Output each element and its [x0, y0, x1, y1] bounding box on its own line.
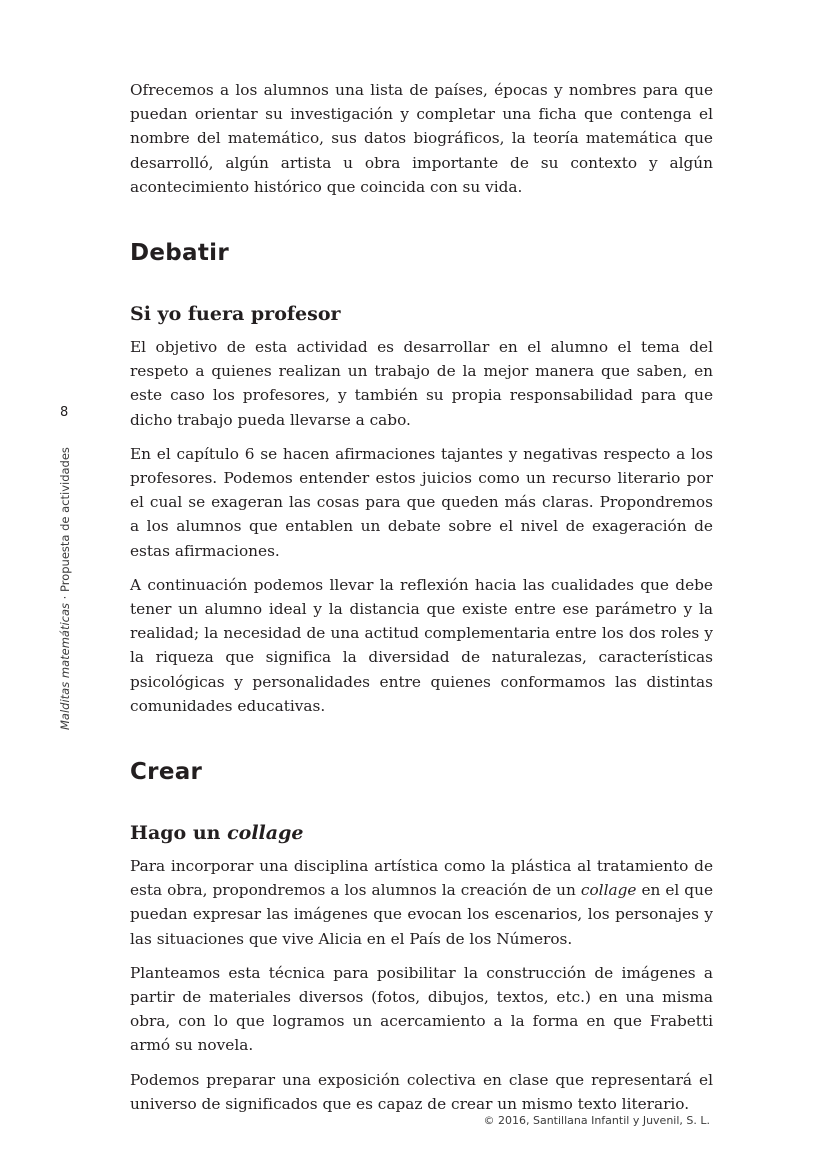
- crear-paragraph-2: Planteamos esta técnica para posibilitar la construcción de imágenes a partir de materiales diversos (fotos, dibujos, textos, etc.) en una misma obra, con lo que logramos un acercamiento a la forma en que Frabetti armó su novela.: [130, 963, 713, 1055]
- crear-paragraph-1: [130, 854, 713, 951]
- crear-p1-after: en el que puedan expresar las imágenes que evocan los escenarios, los personajes y las situaciones que vive Alicia en el País de los Números.: [130, 881, 714, 948]
- crear-p1-emphasis: collage: [580, 881, 637, 900]
- intro-paragraph: Ofrecemos a los alumnos una lista de países, épocas y nombres para que puedan orientar su investigación y completar una ficha que contenga el nombre del matemático, sus datos biográficos, la teoría matemática que desarrolló, algún artista u obra importante de su contexto y algún acontecimiento histórico que coincida con su vida.: [130, 81, 713, 196]
- side-separator: ·: [58, 592, 72, 603]
- side-running-header: [58, 447, 72, 730]
- side-section-name: Propuesta de actividades: [58, 447, 72, 593]
- crear-p1-before: Para incorporar una disciplina artística como la plástica al tratamiento de esta obra, propondremos a los alumnos la creación de un: [130, 857, 713, 900]
- debatir-paragraph-3: A continuación podemos llevar la reflexión hacia las cualidades que debe tener un alumno ideal y la distancia que existe entre ese parámetro y la realidad; la necesidad de una actitud complementaria entre los dos roles y la riqueza que significa la diversidad de naturalezas, características psicológicas y personalidades entre quienes conformamos las distintas comunidades educativas.: [130, 575, 713, 715]
- subtitle-emphasis: collage: [227, 822, 304, 845]
- footer-copyright: © 2016, Santillana Infantil y Juvenil, S. L.: [483, 1114, 710, 1127]
- side-book-title: Malditas matemáticas: [58, 602, 72, 730]
- debatir-paragraph-1: El objetivo de esta actividad es desarrollar en el alumno el tema del respeto a quienes realizan un trabajo de la mejor manera que saben, en este caso los profesores, y también su propia responsabilidad para que dicho trabajo pueda llevarse a cabo.: [130, 338, 713, 429]
- crear-paragraph-3: Podemos preparar una exposición colectiva en clase que representará el universo de significados que es capaz de crear un mismo texto literario.: [130, 1070, 713, 1113]
- subtitle-prefix: Hago un: [130, 822, 228, 845]
- debatir-paragraph-2: En el capítulo 6 se hacen afirmaciones tajantes y negativas respecto a los profesores. Podemos entender estos juicios como un recurso literario por el cual se exageran las cosas para que queden más claras. Propondremos a los alumnos que entablen un debate sobre el nivel de exageración de estas afirmaciones.: [130, 444, 713, 560]
- subtitle-si-yo-fuera-profesor: Si yo fuera profesor: [130, 303, 341, 326]
- subtitle-hago-un-collage: [130, 821, 713, 845]
- section-title-crear: Crear: [130, 759, 203, 786]
- page-number: 8: [60, 405, 69, 420]
- page-content: [130, 78, 713, 1126]
- section-title-debatir: Debatir: [130, 240, 229, 267]
